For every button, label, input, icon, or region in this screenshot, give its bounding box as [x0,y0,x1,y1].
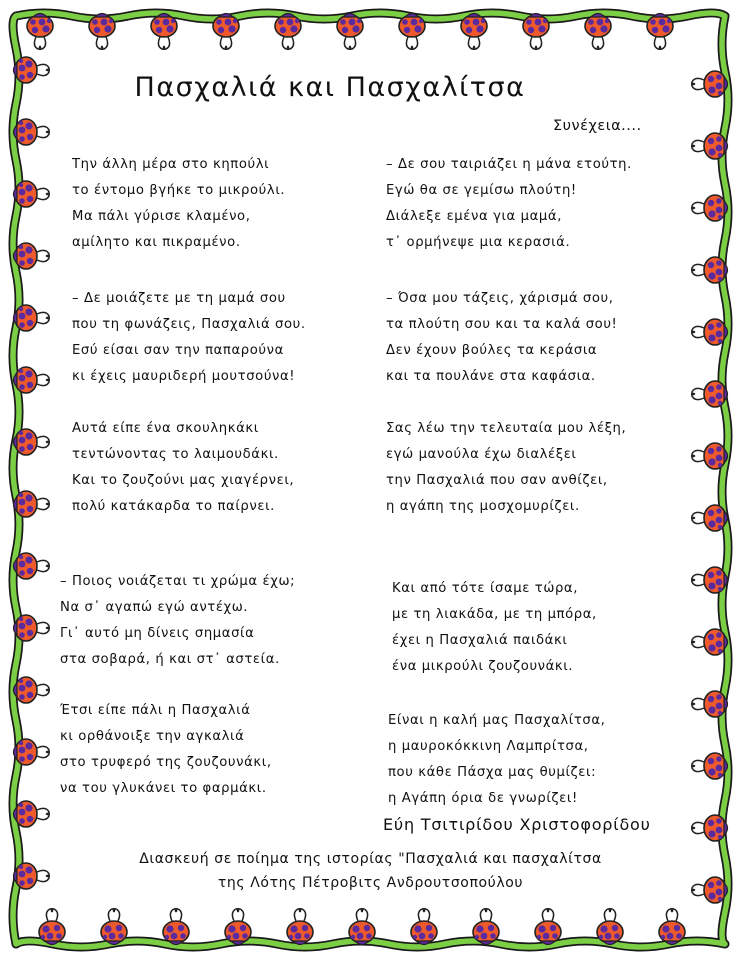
verse-line: ένα μικρούλι ζουζουνάκι. [392,659,574,674]
verse-line: και τα πουλάνε στα καφάσια. [386,369,596,384]
verse-line: Αυτά είπε ένα σκουληκάκι [72,421,259,436]
ladybug-icon [39,909,65,945]
ladybug-icon [14,615,50,641]
ladybug-icon [275,14,301,50]
verse-line: κι ορθάνοιξε την αγκαλιά [60,729,245,744]
ladybug-icon [647,14,673,50]
ladybug-icon [27,14,53,50]
verse-line: – Δε σου ταιριάζει η μάνα ετούτη. [386,157,632,172]
ladybug-icon [14,305,50,331]
verse-line: η Αγάπη όρια δε γνωρίζει! [388,791,578,806]
right-stanza-4 [392,576,597,680]
verse-line: τ᾽ ορμήνεψε μια κερασιά. [386,235,571,250]
ladybug-icon [535,909,561,945]
left-stanza-4 [60,569,295,673]
ladybug-icon [89,14,115,50]
left-stanza-1 [72,152,285,256]
ladybug-icon [101,909,127,945]
ladybug-icon [151,14,177,50]
ladybug-icon [692,381,728,407]
verse-line: κι έχεις μαυριδερή μουτσούνα! [72,369,296,384]
ladybug-icon [692,319,728,345]
ladybug-icon [14,491,50,517]
verse-line: έχει η Πασχαλιά παιδάκι [392,633,568,648]
verse-line: πολύ κατάκαρδα το παίρνει. [72,499,275,514]
verse-line: τα πλούτη σου και τα καλά σου! [386,317,618,332]
left-stanza-5 [60,698,272,802]
ladybug-icon [399,14,425,50]
ladybug-icon [461,14,487,50]
ladybug-icon [692,257,728,283]
verse-line: Είναι η καλή μας Πασχαλίτσα, [388,713,606,728]
ladybug-icon [14,181,50,207]
ladybug-icon [692,815,728,841]
verse-line: – Όσα μου τάζεις, χάρισμά σου, [386,291,614,306]
ladybug-icon [14,429,50,455]
verse-line: Να σ᾽ αγαπώ εγώ αντέχω. [60,600,249,615]
credit-line-2: της Λότης Πέτροβιτς Ανδρουτσοπούλου [217,875,524,891]
ladybug-icon [14,553,50,579]
ladybug-icon [213,14,239,50]
ladybug-icon [14,677,50,703]
ladybug-icon [14,801,50,827]
ladybug-icon [692,629,728,655]
verse-line: Εσύ είσαι σαν την παπαρούνα [72,343,284,358]
right-stanza-1 [386,152,632,256]
right-stanza-3 [386,416,626,520]
verse-line: την Πασχαλιά που σαν ανθίζει, [386,473,608,488]
ladybug-icon [692,71,728,97]
verse-line: Και το ζουζούνι μας χιαγέρνει, [72,473,295,488]
ladybug-icon [349,909,375,945]
poem-title: Πασχαλιά και Πασχαλίτσα [134,72,526,103]
ladybug-icon [14,243,50,269]
ladybug-icon [692,195,728,221]
verse-line: αμίλητο και πικραμένο. [72,235,241,250]
ladybug-icon [585,14,611,50]
left-stanza-2 [72,286,306,390]
verse-line: η αγάπη της μοσχομυρίζει. [386,499,580,514]
verse-line: Εγώ θα σε γεμίσω πλούτη! [386,183,577,198]
verse-line: Δεν έχουν βούλες τα κεράσια [386,343,598,358]
ladybug-icon [692,133,728,159]
verse-line: η μαυροκόκκινη Λαμπρίτσα, [388,739,589,754]
verse-line: το έντομο βγήκε το μικρούλι. [72,183,286,198]
continuation-label: Συνέχεια.... [553,118,642,134]
verse-line: Γι᾽ αυτό μη δίνεις σημασία [60,626,255,641]
verse-line: Έτσι είπε πάλι η Πασχαλιά [60,703,251,718]
right-stanza-2 [386,286,617,390]
verse-line: να του γλυκάνει το φαρμάκι. [60,781,267,796]
verse-line: Σας λέω την τελευταία μου λέξη, [386,421,627,436]
verse-line: στο τρυφερό της ζουζουνάκι, [60,755,272,770]
left-stanza-3 [72,416,294,520]
ladybug-icon [692,753,728,779]
verse-line: στα σοβαρά, ή και στ᾽ αστεία. [60,652,280,667]
ladybug-icon [692,443,728,469]
verse-line: που τη φωνάζεις, Πασχαλιά σου. [72,317,306,332]
author-name: Εύη Τσιτιρίδου Χριστοφορίδου [383,815,651,834]
verse-line: τεντώνοντας το λαιμουδάκι. [72,447,279,462]
ladybug-icon [597,909,623,945]
verse-line: – Ποιος νοιάζεται τι χρώμα έχω; [60,574,296,589]
verse-line: με τη λιακάδα, με τη μπόρα, [392,607,597,622]
ladybug-icon [163,909,189,945]
verse-line: Διάλεξε εμένα για μαμά, [386,209,562,224]
verse-line: Μα πάλι γύρισε κλαμένο, [72,209,251,224]
ladybug-icon [411,909,437,945]
verse-line: Την άλλη μέρα στο κηπούλι [72,157,270,172]
verse-line: Και από τότε ίσαμε τώρα, [392,581,579,596]
ladybug-icon [473,909,499,945]
verse-line: εγώ μανούλα έχω διαλέξει [386,447,577,462]
credit-line-1: Διασκευή σε ποίημα της ιστορίας "Πασχαλιά και πασχαλίτσα [139,851,602,867]
ladybug-icon [659,909,685,945]
ladybug-icon [337,14,363,50]
ladybug-icon [692,567,728,593]
ladybug-icon [523,14,549,50]
right-stanza-5 [388,708,605,812]
ladybug-icon [14,367,50,393]
ladybug-icon [14,119,50,145]
ladybug-icon [692,691,728,717]
verse-line: – Δε μοιάζετε με τη μαμά σου [72,291,286,306]
ladybug-icon [692,505,728,531]
ladybug-icon [14,739,50,765]
ladybug-icon [287,909,313,945]
verse-line: που κάθε Πάσχα μας θυμίζει: [388,765,597,780]
ladybug-icon [225,909,251,945]
